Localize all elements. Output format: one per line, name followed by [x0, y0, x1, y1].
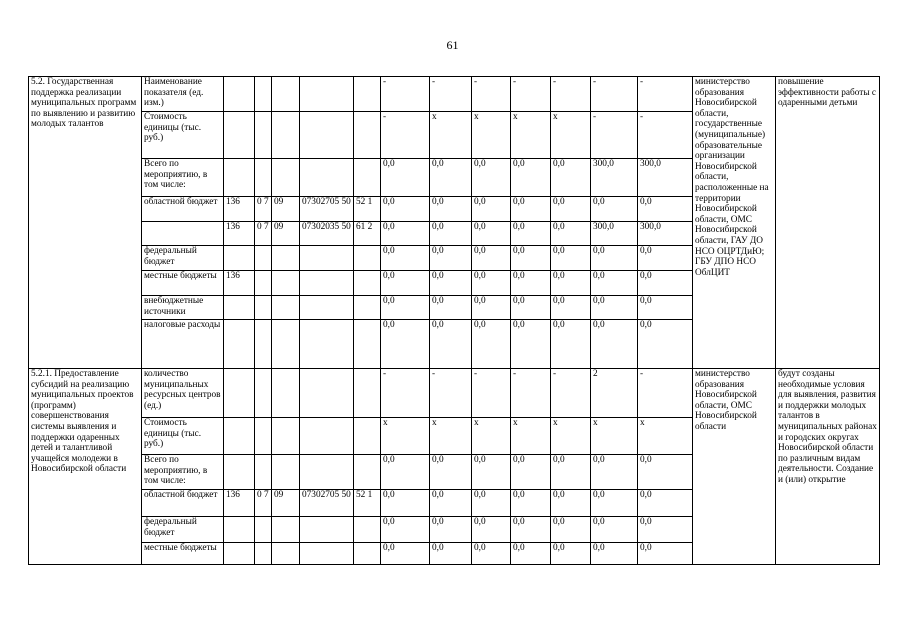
year-value: x — [381, 418, 430, 455]
csr-code — [300, 296, 354, 320]
year-value: - — [381, 77, 430, 112]
year-value: 0,0 — [638, 455, 693, 490]
grbs-code: 136 — [224, 271, 255, 296]
year-value: 300,0 — [638, 159, 693, 197]
rz-code — [255, 369, 272, 418]
year-value: 0,0 — [551, 197, 591, 222]
year-value: 0,0 — [511, 271, 551, 296]
vr-code: 52 1 — [354, 490, 381, 517]
csr-code — [300, 320, 354, 369]
csr-code — [300, 159, 354, 197]
csr-code — [300, 271, 354, 296]
year-value: 0,0 — [511, 246, 551, 271]
year-value: 0,0 — [591, 320, 638, 369]
csr-code — [300, 369, 354, 418]
pr-code — [272, 112, 300, 159]
year-value: 0,0 — [511, 296, 551, 320]
grbs-code — [224, 369, 255, 418]
year-value: 0,0 — [551, 246, 591, 271]
grbs-code — [224, 77, 255, 112]
grbs-code — [224, 455, 255, 490]
grbs-code — [224, 320, 255, 369]
year-value: 0,0 — [511, 320, 551, 369]
rz-code — [255, 246, 272, 271]
year-value: 0,0 — [638, 296, 693, 320]
year-value: - — [591, 112, 638, 159]
year-value: 0,0 — [551, 517, 591, 543]
grbs-code — [224, 159, 255, 197]
pr-code — [272, 320, 300, 369]
rz-code — [255, 112, 272, 159]
year-value: 0,0 — [430, 159, 472, 197]
year-value: x — [430, 112, 472, 159]
csr-code — [300, 543, 354, 565]
vr-code — [354, 517, 381, 543]
vr-code — [354, 246, 381, 271]
year-value: - — [381, 112, 430, 159]
year-value: 300,0 — [638, 222, 693, 246]
year-value: 0,0 — [638, 517, 693, 543]
year-value: 0,0 — [472, 246, 511, 271]
indicator-label: внебюджетные источники — [142, 296, 224, 320]
csr-code — [300, 418, 354, 455]
indicator-label: областной бюджет — [142, 197, 224, 222]
rz-code: 0 7 — [255, 197, 272, 222]
year-value: 0,0 — [638, 320, 693, 369]
year-value: 0,0 — [381, 320, 430, 369]
csr-code — [300, 455, 354, 490]
block1-result: повышение эффективности работы с одаренными детьми — [776, 77, 880, 369]
year-value: - — [430, 77, 472, 112]
rz-code — [255, 159, 272, 197]
grbs-code — [224, 543, 255, 565]
indicator-label: местные бюджеты — [142, 543, 224, 565]
year-value: 0,0 — [430, 271, 472, 296]
csr-code — [300, 112, 354, 159]
year-value: x — [511, 418, 551, 455]
grbs-code: 136 — [224, 222, 255, 246]
year-value: x — [430, 418, 472, 455]
block2-result: будут созданы необходимые условия для выявления, развития и поддержки молодых талантов в муниципальных районах и городских округах Новосибирской области по различным видам деятельности. Создание и (или) открытие — [776, 369, 880, 565]
pr-code — [272, 418, 300, 455]
rz-code — [255, 418, 272, 455]
year-value: 0,0 — [591, 271, 638, 296]
year-value: - — [381, 369, 430, 418]
vr-code — [354, 320, 381, 369]
indicator-label — [142, 222, 224, 246]
year-value: 0,0 — [551, 543, 591, 565]
vr-code — [354, 369, 381, 418]
indicator-label: Стоимость единицы (тыс. руб.) — [142, 112, 224, 159]
year-value: 0,0 — [511, 222, 551, 246]
year-value: 0,0 — [472, 197, 511, 222]
year-value: - — [472, 369, 511, 418]
rz-code — [255, 543, 272, 565]
year-value: x — [472, 112, 511, 159]
table-row — [29, 369, 880, 418]
year-value: 0,0 — [511, 455, 551, 490]
year-value: - — [638, 112, 693, 159]
grbs-code — [224, 112, 255, 159]
block2-executor: министерство образования Новосибирской области, ОМС Новосибирской области — [693, 369, 776, 565]
csr-code: 07302035 50 — [300, 222, 354, 246]
pr-code — [272, 455, 300, 490]
vr-code — [354, 418, 381, 455]
year-value: 0,0 — [591, 197, 638, 222]
year-value: 0,0 — [381, 490, 430, 517]
year-value: 0,0 — [381, 517, 430, 543]
year-value: 0,0 — [430, 296, 472, 320]
table-row — [29, 77, 880, 112]
year-value: 0,0 — [381, 222, 430, 246]
vr-code — [354, 455, 381, 490]
block1-executor: министерство образования Новосибирской области, государственные (муниципальные) образовательные организации Новосибирской области, расположенные на территории Новосибирской области, ОМС Новосибирской области, ГАУ ДО НСО ОЦРТДиЮ; ГБУ ДПО НСО ОблЦИТ — [693, 77, 776, 369]
year-value: 0,0 — [472, 517, 511, 543]
pr-code — [272, 543, 300, 565]
vr-code — [354, 271, 381, 296]
vr-code — [354, 77, 381, 112]
year-value: 0,0 — [638, 490, 693, 517]
year-value: 0,0 — [430, 246, 472, 271]
year-value: - — [638, 77, 693, 112]
year-value: 0,0 — [472, 222, 511, 246]
vr-code — [354, 112, 381, 159]
year-value: 0,0 — [551, 320, 591, 369]
indicator-label: количество муниципальных ресурсных центров (ед.) — [142, 369, 224, 418]
vr-code: 61 2 — [354, 222, 381, 246]
pr-code — [272, 271, 300, 296]
grbs-code: 136 — [224, 197, 255, 222]
year-value: 0,0 — [591, 543, 638, 565]
rz-code — [255, 320, 272, 369]
pr-code: 09 — [272, 222, 300, 246]
block1-title: 5.2. Государственная поддержка реализации муниципальных программ по выявлению и развитию молодых талантов — [29, 77, 142, 369]
vr-code — [354, 159, 381, 197]
year-value: - — [511, 369, 551, 418]
year-value: 0,0 — [591, 296, 638, 320]
year-value: - — [511, 77, 551, 112]
block-5-2-1 — [29, 369, 880, 565]
page-crop — [0, 586, 905, 640]
year-value: 0,0 — [551, 490, 591, 517]
grbs-code: 136 — [224, 490, 255, 517]
year-value: 0,0 — [511, 490, 551, 517]
year-value: - — [430, 369, 472, 418]
year-value: 0,0 — [381, 271, 430, 296]
page-number: 61 — [446, 38, 459, 52]
pr-code — [272, 296, 300, 320]
year-value: 0,0 — [472, 271, 511, 296]
year-value: 0,0 — [472, 490, 511, 517]
grbs-code — [224, 296, 255, 320]
year-value: 0,0 — [472, 320, 511, 369]
year-value: 0,0 — [381, 246, 430, 271]
grbs-code — [224, 418, 255, 455]
csr-code: 07302705 50 — [300, 490, 354, 517]
year-value: 0,0 — [430, 197, 472, 222]
block-5-2 — [29, 77, 880, 369]
year-value: 0,0 — [430, 490, 472, 517]
year-value: - — [638, 369, 693, 418]
year-value: 0,0 — [430, 320, 472, 369]
year-value: 0,0 — [430, 543, 472, 565]
year-value: 0,0 — [551, 296, 591, 320]
year-value: 0,0 — [591, 246, 638, 271]
year-value: - — [551, 77, 591, 112]
csr-code: 07302705 50 — [300, 197, 354, 222]
year-value: 0,0 — [430, 455, 472, 490]
rz-code — [255, 77, 272, 112]
rz-code: 0 7 — [255, 490, 272, 517]
year-value: - — [472, 77, 511, 112]
indicator-label: местные бюджеты — [142, 271, 224, 296]
indicator-label: федеральный бюджет — [142, 517, 224, 543]
csr-code — [300, 77, 354, 112]
vr-code: 52 1 — [354, 197, 381, 222]
year-value: 0,0 — [472, 455, 511, 490]
year-value: x — [472, 418, 511, 455]
year-value: 0,0 — [591, 455, 638, 490]
grbs-code — [224, 517, 255, 543]
year-value: 0,0 — [591, 490, 638, 517]
indicator-label: Наименование показателя (ед. изм.) — [142, 77, 224, 112]
year-value: x — [591, 418, 638, 455]
year-value: 300,0 — [591, 159, 638, 197]
year-value: x — [551, 418, 591, 455]
block2-title: 5.2.1. Предоставление субсидий на реализацию муниципальных проектов (программ) совершенствования системы выявления и поддержки одаренных детей и талантливой учащейся молодежи в Новосибирской области — [29, 369, 142, 565]
year-value: x — [511, 112, 551, 159]
year-value: 0,0 — [591, 517, 638, 543]
rz-code — [255, 455, 272, 490]
vr-code — [354, 543, 381, 565]
year-value: x — [551, 112, 591, 159]
year-value: 0,0 — [551, 455, 591, 490]
indicator-label: федеральный бюджет — [142, 246, 224, 271]
rz-code — [255, 296, 272, 320]
indicator-label: областной бюджет — [142, 490, 224, 517]
csr-code — [300, 246, 354, 271]
year-value: - — [551, 369, 591, 418]
rz-code: 0 7 — [255, 222, 272, 246]
indicator-label: Всего по мероприятию, в том числе: — [142, 159, 224, 197]
year-value: 0,0 — [472, 296, 511, 320]
year-value: 0,0 — [381, 543, 430, 565]
year-value: 0,0 — [551, 271, 591, 296]
year-value: 0,0 — [551, 159, 591, 197]
year-value: 0,0 — [551, 222, 591, 246]
year-value: 0,0 — [638, 197, 693, 222]
csr-code — [300, 517, 354, 543]
year-value: 0,0 — [381, 159, 430, 197]
indicator-label: Стоимость единицы (тыс. руб.) — [142, 418, 224, 455]
year-value: 300,0 — [591, 222, 638, 246]
year-value: 0,0 — [638, 543, 693, 565]
year-value: 0,0 — [638, 246, 693, 271]
year-value: 0,0 — [511, 159, 551, 197]
year-value: 0,0 — [511, 543, 551, 565]
year-value: 0,0 — [381, 197, 430, 222]
pr-code: 09 — [272, 490, 300, 517]
year-value: 2 — [591, 369, 638, 418]
budget-table — [28, 76, 880, 565]
year-value: 0,0 — [472, 543, 511, 565]
rz-code — [255, 517, 272, 543]
pr-code — [272, 246, 300, 271]
year-value: 0,0 — [511, 197, 551, 222]
pr-code — [272, 517, 300, 543]
year-value: 0,0 — [511, 517, 551, 543]
pr-code — [272, 159, 300, 197]
indicator-label: Всего по мероприятию, в том числе: — [142, 455, 224, 490]
year-value: x — [638, 418, 693, 455]
pr-code — [272, 369, 300, 418]
year-value: 0,0 — [472, 159, 511, 197]
pr-code: 09 — [272, 197, 300, 222]
year-value: 0,0 — [381, 455, 430, 490]
vr-code — [354, 296, 381, 320]
year-value: 0,0 — [430, 517, 472, 543]
year-value: 0,0 — [430, 222, 472, 246]
rz-code — [255, 271, 272, 296]
year-value: - — [591, 77, 638, 112]
pr-code — [272, 77, 300, 112]
indicator-label: налоговые расходы — [142, 320, 224, 369]
grbs-code — [224, 246, 255, 271]
year-value: 0,0 — [381, 296, 430, 320]
year-value: 0,0 — [638, 271, 693, 296]
